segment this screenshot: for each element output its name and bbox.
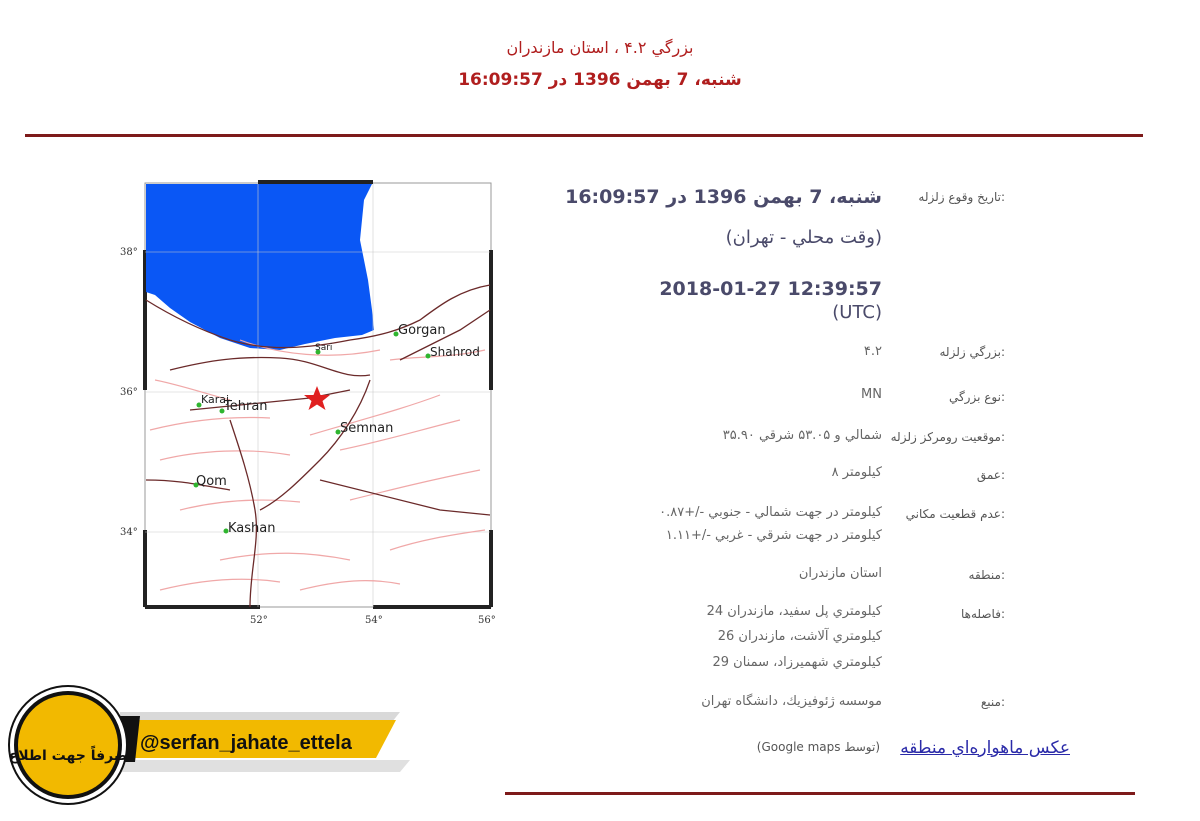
- city-label-semnan: Semnan: [340, 421, 394, 436]
- city-label-kashan: Kashan: [228, 521, 276, 536]
- lat-label-34: 34°: [120, 527, 138, 538]
- city-label-shahrod: Shahrod: [430, 345, 480, 359]
- local-time-note: (وقت محلي - تهران): [725, 227, 882, 248]
- header-title: بزرگي ۴.۲ ، استان مازندران: [506, 38, 694, 57]
- satellite-image-link[interactable]: عكس ماهواره‌اي منطقه: [900, 738, 1070, 758]
- region-value: استان مازندران: [798, 566, 882, 581]
- uncertainty-label: عدم قطعيت مكاني:: [905, 507, 1005, 521]
- bottom-divider: [505, 792, 1135, 795]
- depth-value: ۸ كيلومتر: [831, 465, 882, 480]
- city-label-tehran: Tehran: [224, 399, 268, 414]
- uncertainty-ew: ۱.۱۱+/- كيلومتر در جهت شرقي - غربي: [665, 528, 882, 543]
- lon-label-52: 52°: [250, 615, 268, 626]
- region-label: منطقه:: [968, 568, 1005, 582]
- date-label: تاريخ وقوع زلزله:: [918, 190, 1005, 204]
- badge-svg: [0, 680, 420, 817]
- city-label-karaj: Karaj: [201, 393, 230, 406]
- map-svg: [100, 180, 500, 626]
- lon-label-56: 56°: [478, 615, 496, 626]
- city-label-qom: Qom: [196, 474, 227, 489]
- date-utc: 2018-01-27 12:39:57: [659, 278, 882, 300]
- uncertainty-ns: ۰.۸۷+/- كيلومتر در جهت شمالي - جنوبي: [659, 505, 882, 520]
- satellite-note: (توسط Google maps): [756, 740, 880, 754]
- depth-label: عمق:: [976, 468, 1005, 482]
- distance-item: 29 كيلومتري شهميرزاد، سمنان: [712, 655, 882, 670]
- header-datetime: شنبه، 7 بهمن 1396 در 16:09:57: [458, 70, 742, 90]
- channel-handle: @serfan_jahate_ettela: [140, 732, 352, 754]
- magnitude-type-value: MN: [861, 387, 882, 402]
- distances-label: فاصله‌ها:: [960, 607, 1005, 621]
- logo-text: صرفاً جهت اطلاع: [8, 748, 128, 764]
- lat-label-36: 36°: [120, 387, 138, 398]
- epicenter-value: ۳۵.۹۰ شمالي و ۵۳.۰۵ شرقي: [722, 428, 882, 443]
- date-local: شنبه، 7 بهمن 1396 در 16:09:57: [565, 186, 882, 208]
- earthquake-map: [100, 180, 500, 626]
- lat-label-38: 38°: [120, 247, 138, 258]
- top-divider: [25, 134, 1143, 137]
- city-label-sari: Sari: [315, 343, 333, 353]
- distance-item: 26 كيلومتري آلاشت، مازندران: [717, 629, 882, 644]
- epicenter-label: موقعيت رومركز زلزله:: [890, 430, 1005, 444]
- city-label-gorgan: Gorgan: [398, 323, 446, 338]
- distance-item: 24 كيلومتري پل سفيد، مازندران: [706, 604, 882, 619]
- magnitude-type-label: نوع بزرگي:: [948, 390, 1005, 404]
- lon-label-54: 54°: [365, 615, 383, 626]
- magnitude-value: ۴.۲: [863, 344, 882, 359]
- magnitude-label: بزرگي زلزله:: [939, 345, 1005, 359]
- source-value: موسسه ژئوفيزيك، دانشگاه تهران: [701, 694, 882, 709]
- source-label: منبع:: [980, 695, 1005, 709]
- channel-badge: [0, 680, 420, 817]
- utc-note: (UTC): [832, 302, 882, 323]
